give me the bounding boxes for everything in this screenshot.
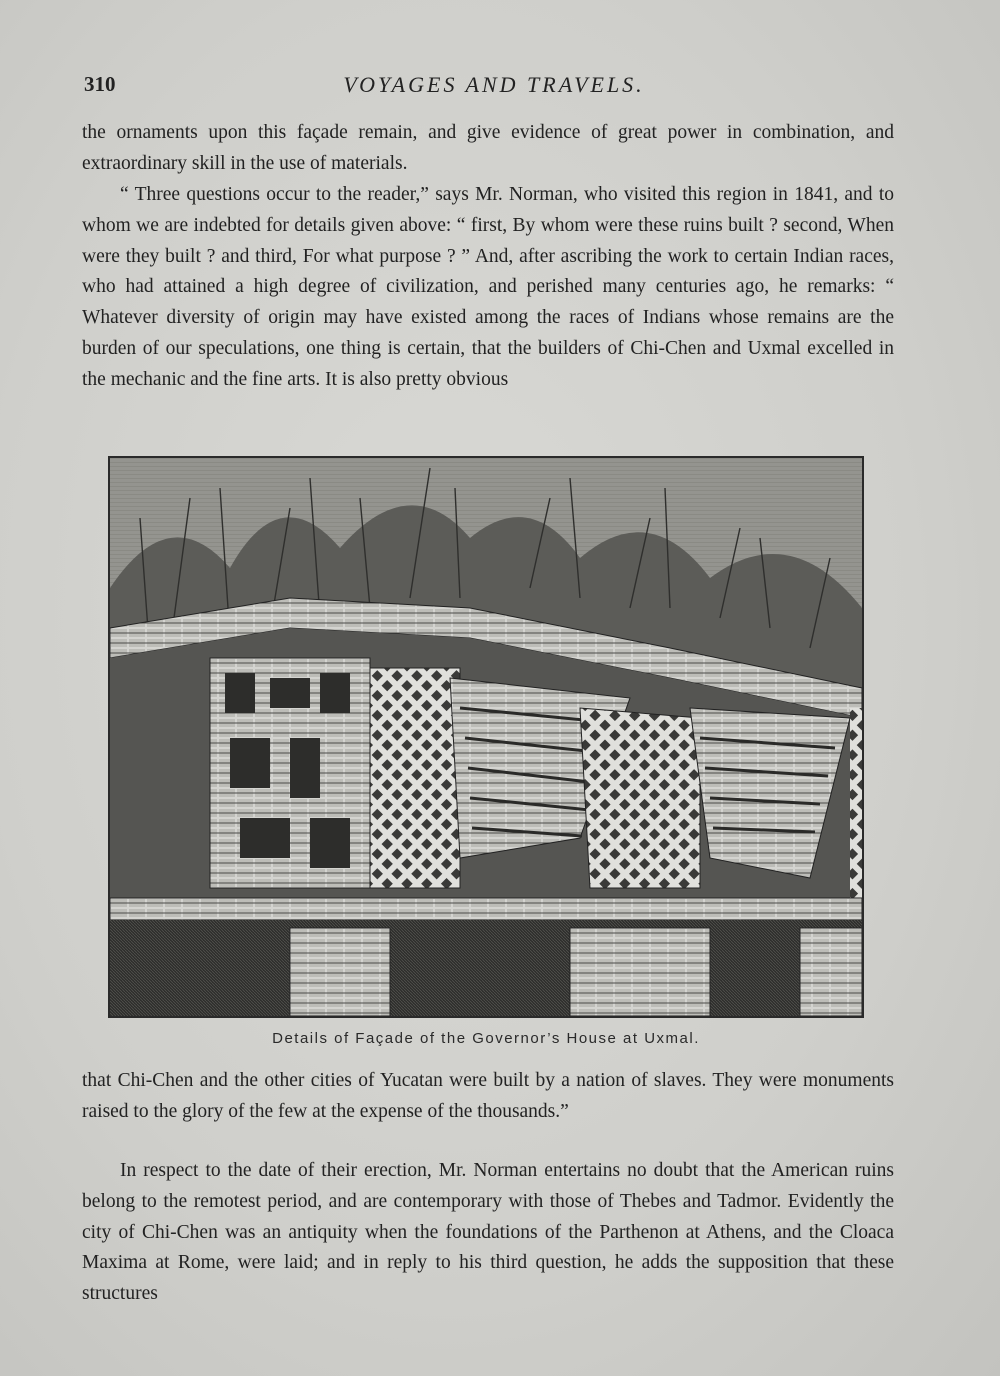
page-header: [84, 68, 904, 108]
paragraph-3: that Chi-Chen and the other cities of Yucatan were built by a nation of slaves. They were monuments raised to the glory of the few at the expense of the thousands.”: [82, 1070, 894, 1122]
paragraph-1: the ornaments upon this façade remain, and give evidence of great power in combination, and extraordinary skill in the use of materials.: [82, 122, 894, 174]
figure-caption: Details of Façade of the Governor’s House at Uxmal.: [272, 1030, 700, 1047]
page-number: 310: [84, 72, 116, 96]
engraving-illustration: [108, 456, 864, 1018]
paragraph-4: In respect to the date of their erection, Mr. Norman entertains no doubt that the American ruins belong to the remotest period, and are contemporary with those of Thebes and Tadmor. Evidently the city of Chi-Chen was an antiquity when the foundations of the Parthenon at Athens, and the Cloaca Maxima at Rome, were laid; and in reply to his third question, he adds the supposition that these structures: [82, 1160, 894, 1305]
paragraph-2: “ Three questions occur to the reader,” says Mr. Norman, who visited this region in 1841, and to whom we are indebted for details given above: “ first, By whom were these ruins built ? second, When were they built ? and third, For what purpose ? ” And, after ascribing the work to certain Indian races, who had attained a high degree of civilization, and perished many centuries ago, he remarks: “ Whatever diversity of origin may have existed among the races of Indians whose remains are the burden of our speculations, one thing is certain, that the builders of Chi-Chen and Uxmal excelled in the mechanic and the fine arts. It is also pretty obvious: [82, 184, 894, 390]
running-title: VOYAGES AND TRAVELS.: [343, 72, 645, 97]
